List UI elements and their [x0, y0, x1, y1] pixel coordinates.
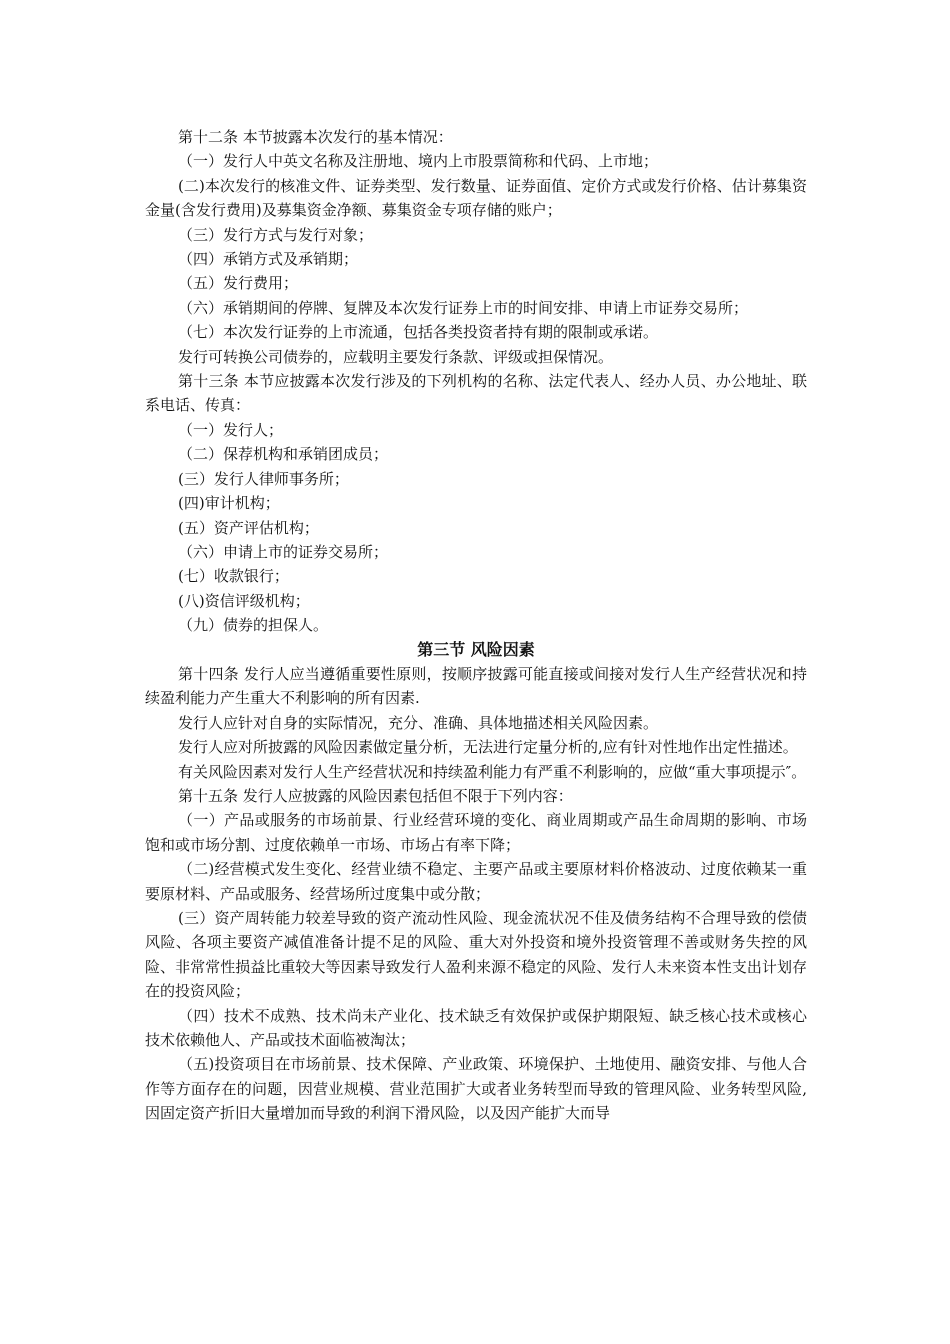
paragraph: （一）发行人；: [178, 420, 284, 439]
paragraph: (二)本次发行的核准文件、证券类型、发行数量、证券面值、定价方式或发行价格、估计募集资金量(含发行费用)及募集资金净额、募集资金专项存储的账户；: [145, 176, 807, 220]
paragraph: 发行可转换公司债券的，应载明主要发行条款、评级或担保情况。: [178, 347, 614, 366]
paragraph: （四）技术不成熟、技术尚未产业化、技术缺乏有效保护或保护期限短、缺乏核心技术或核心技术依赖他人、产品或技术面临被淘汰；: [145, 1006, 807, 1050]
section-heading: 第三节 风险因素: [417, 639, 535, 659]
paragraph: （九）债券的担保人。: [178, 616, 329, 635]
paragraph: （一）产品或服务的市场前景、行业经营环境的变化、商业周期或产品生命周期的影响、市场饱和或市场分割、过度依赖单一市场、市场占有率下降；: [145, 811, 807, 854]
document-page: [145, 125, 807, 1126]
paragraph: （三）发行方式与发行对象；: [178, 225, 374, 244]
paragraph: 第十二条 本节披露本次发行的基本情况：: [178, 128, 453, 146]
paragraph: 发行人应针对自身的实际情况，充分、准确、具体地描述相关风险因素。: [178, 713, 659, 732]
paragraph: （六）承销期间的停牌、复牌及本次发行证券上市的时间安排、申请上市证券交易所；: [178, 298, 749, 317]
paragraph: 第十三条 本节应披露本次发行涉及的下列机构的名称、法定代表人、经办人员、办公地址、联系电话、传真：: [145, 372, 807, 415]
paragraph: (三）发行人律师事务所；: [178, 469, 349, 488]
paragraph: （二）保荐机构和承销团成员；: [178, 445, 389, 464]
paragraph: （六）申请上市的证券交易所；: [178, 542, 389, 561]
paragraph: 有关风险因素对发行人生产经营状况和持续盈利能力有严重不利影响的，应做“重大事项提示″。: [178, 762, 807, 781]
paragraph: (三）资产周转能力较差导致的资产流动性风险、现金流状况不佳及债务结构不合理导致的偿债风险、各项主要资产减值准备计提不足的风险、重大对外投资和境外投资管理不善或财务失控的风险、非常常性损益比重较大等因素导致发行人盈利来源不稳定的风险、发行人未来资本性支出计划存在的投资风险；: [145, 909, 807, 1001]
paragraph: （五)投资项目在市场前景、技术保障、产业政策、环境保护、土地使用、融资安排、与他人合作等方面存在的问题，因营业规模、营业范围扩大或者业务转型而导致的管理风险、业务转型风险,因固定资产折旧大量增加而导致的利润下滑风险，以及因产能扩大而导: [145, 1055, 807, 1123]
paragraph: 发行人应对所披露的风险因素做定量分析，无法进行定量分析的,应有针对性地作出定性描述。: [178, 738, 798, 757]
paragraph: (八)资信评级机构；: [178, 591, 310, 610]
paragraph: （二)经营模式发生变化、经营业绩不稳定、主要产品或主要原材料价格波动、过度依赖某一重要原材料、产品或服务、经营场所过度集中或分散；: [145, 860, 807, 903]
paragraph: （七）本次发行证券的上市流通，包括各类投资者持有期的限制或承诺。: [178, 323, 659, 342]
paragraph: （五）发行费用；: [178, 274, 299, 293]
paragraph: （四）承销方式及承销期；: [178, 250, 359, 269]
paragraph: (五）资产评估机构；: [178, 518, 319, 537]
paragraph: 第十四条 发行人应当遵循重要性原则，按顺序披露可能直接或间接对发行人生产经营状况和持续盈利能力产生重大不利影响的所有因素.: [145, 664, 807, 708]
paragraph: (四)审计机构；: [178, 494, 280, 513]
paragraph: （一）发行人中英文名称及注册地、境内上市股票简称和代码、上市地；: [178, 152, 659, 171]
paragraph: 第十五条 发行人应披露的风险因素包括但不限于下列内容：: [178, 786, 573, 805]
paragraph: (七）收款银行；: [178, 567, 289, 586]
